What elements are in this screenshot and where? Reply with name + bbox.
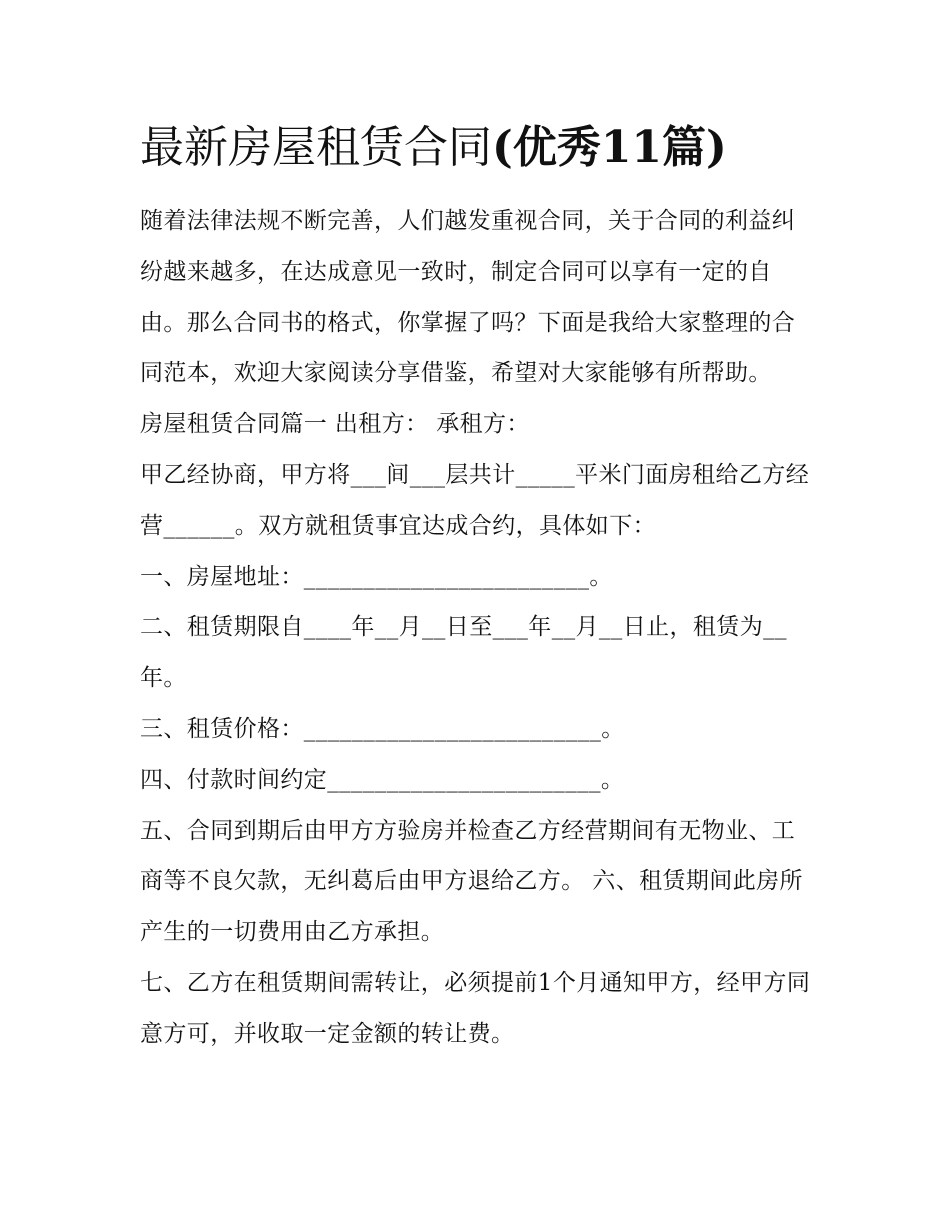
document-title — [140, 116, 812, 180]
clause-3-price: 三、租赁价格：_________________________。 — [140, 715, 625, 742]
clause-1-address: 一、房屋地址：________________________。 — [140, 563, 613, 590]
agreement-paragraph: 甲乙经协商，甲方将___间___层共计_____平米门面房租给乙方经营______。双方就租赁事宜达成合约，具体如下： — [140, 461, 810, 539]
clause-7-transfer: 七、乙方在租赁期间需转让，必须提前1个月通知甲方，经甲方同意方可，并收取一定金额的转让费。 — [140, 969, 811, 1047]
title-suffix: (优秀11篇) — [492, 122, 727, 173]
clause-4-payment: 四、付款时间约定_______________________。 — [140, 766, 625, 793]
contract-heading-line: 房屋租赁合同篇一 出租方： 承租方： — [140, 411, 530, 438]
intro-paragraph: 随着法律法规不断完善，人们越发重视合同，关于合同的利益纠纷越来越多，在达成意见一致时，制定合同可以享有一定的自由。那么合同书的格式，你掌握了吗？下面是我给大家整理的合同范本，欢迎大家阅读分享借鉴，希望对大家能够有所帮助。 — [140, 208, 796, 387]
clause-2-term: 二、租赁期限自____年__月__日至___年__月__日止，租赁为__年。 — [140, 614, 787, 692]
title-main: 最新房屋租赁合同 — [140, 122, 492, 173]
clause-5-6-expiry-fees: 五、合同到期后由甲方方验房并检查乙方经营期间有无物业、工商等不良欠款，无纠葛后由甲方退给乙方。 六、租赁期间此房所产生的一切费用由乙方承担。 — [140, 817, 803, 946]
document-body — [140, 116, 812, 1060]
